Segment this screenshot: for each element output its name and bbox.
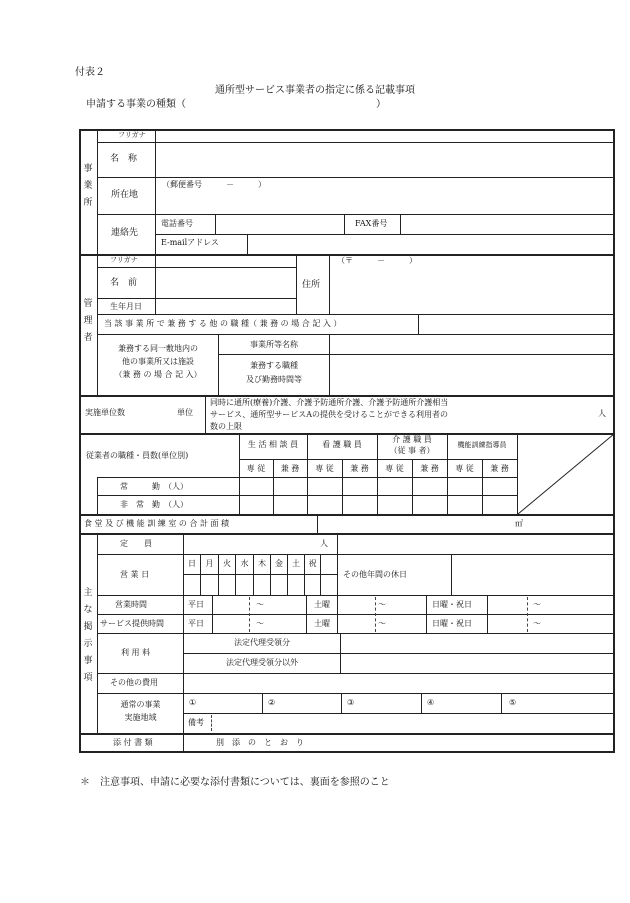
area-field[interactable] bbox=[320, 516, 510, 531]
hours-saturday-label: 土曜 bbox=[314, 600, 330, 609]
hours-weekday-label: 平日 bbox=[188, 600, 204, 609]
area-unit: ㎡ bbox=[515, 519, 523, 528]
business-kind-label: 申請する事業の種類（ bbox=[86, 99, 186, 110]
office-section-label: 事 業 所 bbox=[83, 164, 93, 208]
service-area-line1: 通常の事業 bbox=[120, 700, 161, 709]
business-days-label: 営 業 日 bbox=[120, 570, 150, 579]
day-sat: 土 bbox=[292, 559, 300, 568]
day-fri: 金 bbox=[275, 559, 283, 568]
units-capacity-field[interactable] bbox=[540, 404, 594, 418]
manager-duty-field[interactable] bbox=[331, 356, 612, 394]
staff-sub-6: 兼 務 bbox=[420, 464, 439, 473]
service-weekday-label: 平日 bbox=[188, 619, 204, 628]
fee-label: 利 用 料 bbox=[121, 648, 151, 657]
staff-sub-5: 専 従 bbox=[385, 464, 404, 473]
capacity-unit: 人 bbox=[320, 539, 328, 548]
capacity-label: 定 員 bbox=[120, 539, 152, 548]
units-desc-line3: 数の上限 bbox=[210, 422, 242, 431]
office-furigana-label: フリガナ bbox=[118, 131, 146, 139]
service-area-line2: 実施地域 bbox=[124, 713, 157, 722]
staff-sub-3: 専 従 bbox=[315, 464, 334, 473]
office-name-field[interactable] bbox=[157, 144, 613, 176]
office-contact-label: 連絡先 bbox=[111, 228, 139, 238]
attachment-label: 添 付 書 類 bbox=[113, 738, 153, 747]
staff-part-time-label: 非 常 勤 （人） bbox=[120, 500, 188, 509]
day-thu: 木 bbox=[258, 559, 266, 568]
attachment-value: 別 添 の と お り bbox=[216, 738, 304, 747]
service-hours-label: サービス提供時間 bbox=[100, 619, 164, 628]
other-costs-field[interactable] bbox=[185, 675, 612, 692]
hours-weekday-tilde: ～ bbox=[256, 600, 264, 609]
remarks-label: 備考 bbox=[188, 718, 204, 727]
office-email-label: E-mailアドレス bbox=[161, 238, 219, 247]
day-wed: 水 bbox=[240, 559, 249, 568]
manager-postal-field[interactable]: （〒 － ） bbox=[337, 256, 417, 265]
units-person-unit: 人 bbox=[598, 409, 606, 418]
service-saturday-label: 土曜 bbox=[314, 619, 330, 628]
manager-furigana-label: フリガナ bbox=[110, 256, 138, 264]
manager-other-job-field[interactable] bbox=[420, 316, 612, 333]
manager-name-field[interactable] bbox=[157, 269, 295, 297]
staff-sub-4: 兼 務 bbox=[350, 464, 369, 473]
manager-concurrent-line3: （兼 務 の 場 合 記 入） bbox=[114, 370, 202, 379]
units-label: 実施単位数 bbox=[85, 408, 125, 417]
office-phone-label: 電話番号 bbox=[161, 219, 193, 228]
hours-saturday-tilde: ～ bbox=[378, 600, 386, 609]
other-costs-label: その他の費用 bbox=[110, 678, 158, 687]
day-sun: 日 bbox=[188, 559, 196, 568]
service-area-num-5[interactable]: ⑤ bbox=[509, 698, 517, 707]
service-area-num-4[interactable]: ④ bbox=[427, 698, 435, 707]
staff-sub-1: 専 従 bbox=[246, 464, 266, 473]
manager-address-label: 住所 bbox=[302, 280, 321, 290]
staff-sub-2: 兼 務 bbox=[280, 464, 300, 473]
footnote: ＊ 注意事項、申請に必要な添付書類については、裏面を参照のこと bbox=[80, 777, 390, 788]
posted-section-label: 主 な 掲 示 事 項 bbox=[83, 588, 93, 683]
service-area-num-1[interactable]: ① bbox=[189, 698, 197, 707]
business-kind-close: ） bbox=[376, 99, 386, 110]
office-postal-field[interactable]: （郵便番号 － ） bbox=[162, 180, 266, 189]
area-label: 食 堂 及 び 機 能 訓 練 室 の 合 計 面 積 bbox=[84, 519, 230, 528]
office-name-label: 名 称 bbox=[110, 154, 138, 164]
staff-full-time-label: 常 勤 （人） bbox=[120, 482, 188, 491]
day-holiday: 祝 bbox=[308, 559, 317, 568]
service-sunday-tilde: ～ bbox=[533, 619, 541, 628]
staff-col-nurse: 看 護 職 員 bbox=[322, 440, 362, 449]
service-area-num-2[interactable]: ② bbox=[268, 698, 276, 707]
manager-other-job-label: 当 該 事 業 所 で 兼 務 す る 他 の 職 種（ 兼 務 の 場 合 記 入 ） bbox=[104, 319, 342, 328]
manager-section-label: 管 理 者 bbox=[83, 299, 93, 343]
fee-non-statutory-label: 法定代理受領分以外 bbox=[226, 658, 298, 667]
fee-non-statutory-field[interactable] bbox=[342, 655, 612, 672]
office-furigana-field[interactable] bbox=[157, 131, 613, 141]
manager-duty-line1: 兼務する職種 bbox=[250, 361, 298, 370]
annual-holiday-field[interactable] bbox=[453, 556, 612, 594]
form-title: 通所型サービス事業者の指定に係る記載事項 bbox=[215, 85, 415, 96]
office-address-label: 所在地 bbox=[111, 190, 139, 200]
units-field[interactable] bbox=[150, 404, 176, 418]
staff-label: 従業者の職種・員数(単位別) bbox=[86, 451, 189, 460]
office-email-field[interactable] bbox=[249, 236, 612, 253]
appendix-label: 付表２ bbox=[75, 67, 105, 78]
office-phone-field[interactable] bbox=[217, 216, 343, 233]
remarks-field[interactable] bbox=[214, 715, 612, 732]
manager-name-label: 名 前 bbox=[110, 278, 138, 288]
units-desc-line1: 同時に通所(療養)介護、介護予防通所介護、介護予防通所介護相当 bbox=[210, 398, 449, 407]
manager-concurrent-line1: 兼務する同一敷地内の bbox=[118, 344, 198, 353]
business-hours-label: 営業時間 bbox=[115, 600, 147, 609]
staff-sub-7: 専 従 bbox=[455, 464, 474, 473]
staff-col-trainer: 機能訓練指導員 bbox=[457, 441, 507, 449]
service-area-num-3[interactable]: ③ bbox=[347, 698, 355, 707]
staff-col-care-line2: （従 事 者） bbox=[389, 446, 435, 455]
day-mon: 月 bbox=[205, 559, 214, 568]
service-saturday-tilde: ～ bbox=[378, 619, 386, 628]
office-fax-field[interactable] bbox=[402, 216, 612, 233]
staff-sub-8: 兼 務 bbox=[490, 464, 509, 473]
manager-concurrent-line2: 他の事業所又は施設 bbox=[122, 357, 194, 366]
fee-statutory-field[interactable] bbox=[342, 635, 612, 652]
office-fax-label: FAX番号 bbox=[355, 219, 388, 228]
manager-duty-line2: 及び勤務時間等 bbox=[246, 375, 302, 384]
units-desc-line2: サービス、通所型サービスAの提供を受けることができる利用者の bbox=[210, 410, 449, 419]
service-sunday-label: 日曜・祝日 bbox=[432, 619, 472, 628]
units-unit: 単位 bbox=[177, 408, 193, 417]
annual-holiday-label: その他年間の休日 bbox=[343, 570, 407, 579]
manager-facility-name-field[interactable] bbox=[331, 336, 612, 353]
manager-facility-name-label: 事業所等名称 bbox=[250, 340, 298, 349]
service-weekday-tilde: ～ bbox=[256, 619, 264, 628]
staff-col-life-counselor: 生 活 相 談 員 bbox=[247, 440, 299, 449]
fee-statutory-label: 法定代理受領分 bbox=[234, 638, 290, 647]
manager-birth-label: 生年月日 bbox=[110, 302, 142, 311]
day-tue: 火 bbox=[223, 559, 231, 568]
hours-sunday-tilde: ～ bbox=[533, 600, 541, 609]
hours-sunday-label: 日曜・祝日 bbox=[432, 600, 472, 609]
manager-birth-field[interactable] bbox=[157, 300, 295, 313]
staff-col-care-line1: 介 護 職 員 bbox=[392, 435, 432, 444]
capacity-field[interactable] bbox=[186, 536, 316, 552]
